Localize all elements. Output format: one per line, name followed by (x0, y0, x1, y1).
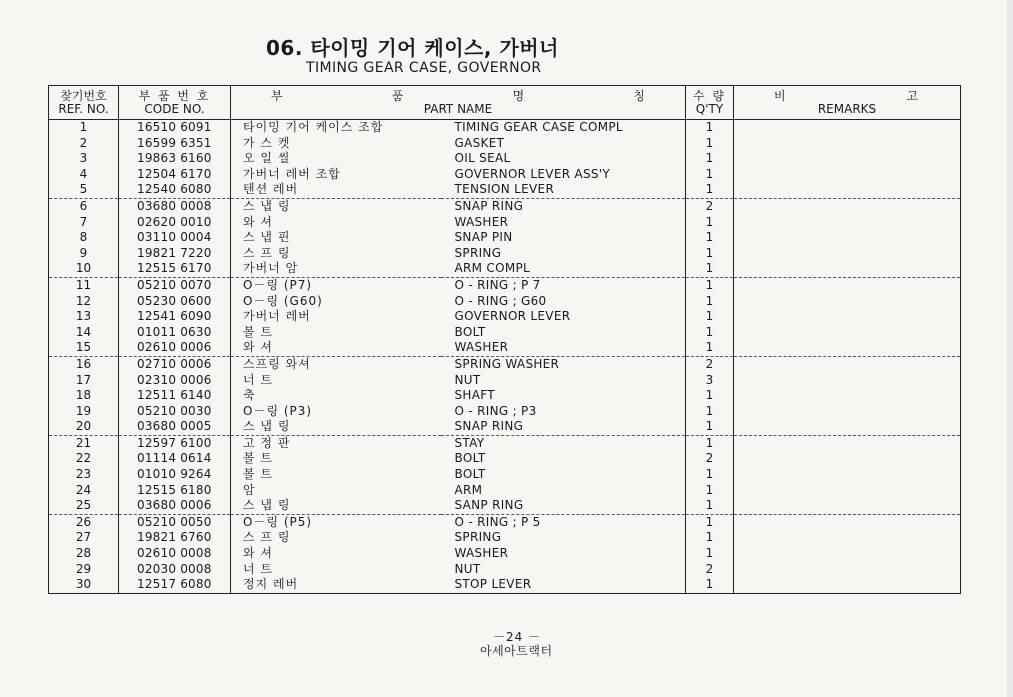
table-row (49, 340, 961, 356)
english-name-cell: BOLT (441, 467, 686, 483)
table-row (49, 577, 961, 593)
qty-cell: 1 (686, 530, 734, 546)
english-name-cell: SHAFT (441, 388, 686, 404)
remarks-cell (734, 167, 961, 183)
korean-name-cell: 스 프 링 (243, 245, 291, 260)
remarks-cell (734, 546, 961, 562)
code-cell: 03110 0004 (119, 230, 231, 246)
korean-name-cell: 너 트 (243, 561, 273, 576)
remarks-cell (734, 435, 961, 451)
english-name-cell: SPRING (441, 530, 686, 546)
korean-name-cell: 스 냅 링 (231, 498, 441, 514)
table-row (49, 309, 961, 325)
table-row (49, 514, 961, 530)
remarks-cell (734, 151, 961, 167)
header-qty-kr: 수 량 (693, 88, 726, 103)
table-row (49, 404, 961, 420)
korean-name-cell: O－링 (P3) (243, 403, 313, 418)
korean-name-cell: 정지 레버 (243, 577, 299, 592)
qty-cell: 1 (686, 514, 734, 530)
korean-name-cell: 스 냅 핀 (243, 230, 291, 245)
remarks-cell (734, 498, 961, 514)
ref-cell: 7 (49, 215, 119, 231)
remarks-cell (734, 373, 961, 389)
header-code-kr: 부 품 번 호 (138, 88, 211, 103)
qty-cell: 1 (686, 467, 734, 483)
ref-cell: 8 (49, 230, 119, 246)
ref-cell: 26 (49, 514, 119, 530)
korean-name-cell: 와 셔 (243, 214, 273, 229)
qty-cell: 1 (686, 483, 734, 499)
header-ref-en: REF. NO. (58, 101, 109, 116)
qty-cell: 1 (686, 246, 734, 262)
page-edge (1007, 0, 1013, 697)
qty-cell: 1 (686, 435, 734, 451)
qty-cell: 2 (686, 562, 734, 578)
table-row (49, 530, 961, 546)
ref-cell: 5 (49, 182, 119, 198)
ref-cell: 1 (49, 120, 119, 136)
ref-cell: 2 (49, 136, 119, 152)
code-cell: 02030 0008 (119, 562, 231, 578)
remarks-cell (734, 419, 961, 435)
english-name-cell: STAY (441, 435, 686, 451)
remarks-cell (734, 467, 961, 483)
english-name-cell: WASHER (441, 546, 686, 562)
korean-name-cell: 스 냅 링 (243, 198, 291, 213)
table-row (49, 546, 961, 562)
header-qty (686, 86, 734, 120)
korean-name-cell: O－링 (P5) (243, 514, 313, 529)
code-cell: 12504 6170 (119, 167, 231, 183)
english-name-cell: BOLT (441, 451, 686, 467)
code-cell: 02710 0006 (119, 356, 231, 372)
korean-name-cell: 텐션 레버 (231, 182, 441, 198)
english-name-cell: GOVERNOR LEVER ASS'Y (441, 167, 686, 183)
table-row (49, 325, 961, 341)
table-row (49, 182, 961, 198)
code-cell: 16599 6351 (119, 136, 231, 152)
header-remarks-en: REMARKS (817, 101, 877, 116)
ref-cell: 14 (49, 325, 119, 341)
remarks-cell (734, 483, 961, 499)
qty-cell: 1 (686, 388, 734, 404)
remarks-cell (734, 530, 961, 546)
company-name: 아세아트랙터 (480, 644, 553, 658)
qty-cell: 2 (686, 198, 734, 214)
korean-name-cell: 볼 트 (243, 324, 273, 339)
korean-name-cell: 와 셔 (231, 340, 441, 356)
table-row (49, 215, 961, 231)
code-cell: 02620 0010 (119, 215, 231, 231)
korean-name-cell: 암 (243, 482, 256, 497)
code-cell: 12597 6100 (119, 435, 231, 451)
korean-name-cell: 가 스 켓 (243, 135, 291, 150)
qty-cell: 1 (686, 182, 734, 198)
qty-cell: 1 (686, 120, 734, 136)
ref-cell: 29 (49, 562, 119, 578)
header-part-name-kr-3: 명 (512, 88, 525, 103)
korean-name-cell: 오 일 씰 (243, 151, 291, 166)
ref-cell: 9 (49, 246, 119, 262)
ref-cell: 17 (49, 373, 119, 389)
ref-cell: 28 (49, 546, 119, 562)
code-cell: 02610 0008 (119, 546, 231, 562)
remarks-cell (734, 309, 961, 325)
english-name-cell: O - RING ; G60 (441, 294, 686, 310)
qty-cell: 1 (686, 151, 734, 167)
english-name-cell: O - RING ; P 5 (441, 514, 686, 530)
title-english: TIMING GEAR CASE, GOVERNOR (306, 60, 542, 76)
qty-cell: 1 (686, 261, 734, 277)
ref-cell: 27 (49, 530, 119, 546)
english-name-cell: SNAP RING (441, 419, 686, 435)
code-cell: 12540 6080 (119, 182, 231, 198)
remarks-cell (734, 215, 961, 231)
english-name-cell: GASKET (441, 136, 686, 152)
korean-name-cell: 스 냅 링 (231, 419, 441, 435)
korean-name-cell: O－링 (P7) (243, 277, 313, 292)
header-remarks-kr-2: 고 (906, 88, 920, 103)
korean-name-cell: 가버너 암 (231, 261, 441, 277)
header-ref-kr: 찾기번호 (60, 88, 107, 103)
korean-name-cell: 가버너 레버 조합 (243, 166, 341, 181)
table-row (49, 167, 961, 183)
header-qty-en: Q'TY (695, 101, 724, 116)
code-cell: 12515 6180 (119, 483, 231, 499)
qty-cell: 1 (686, 340, 734, 356)
english-name-cell: ARM COMPL (441, 261, 686, 277)
english-name-cell: SANP RING (441, 498, 686, 514)
table-row (49, 136, 961, 152)
qty-cell: 1 (686, 546, 734, 562)
remarks-cell (734, 577, 961, 593)
table-row (49, 294, 961, 310)
qty-cell: 1 (686, 136, 734, 152)
code-cell: 03680 0005 (119, 419, 231, 435)
remarks-cell (734, 198, 961, 214)
code-cell: 19821 6760 (119, 530, 231, 546)
remarks-cell (734, 325, 961, 341)
english-name-cell: OIL SEAL (441, 151, 686, 167)
table-row (49, 120, 961, 136)
title-korean: 06. 타이밍 기어 케이스, 가버너 (266, 36, 559, 60)
ref-cell: 25 (49, 498, 119, 514)
english-name-cell: O - RING ; P3 (441, 404, 686, 420)
table-row (49, 246, 961, 262)
english-name-cell: O - RING ; P 7 (441, 277, 686, 293)
korean-name-cell: 스프링 와셔 (243, 356, 311, 371)
header-part-name-kr (231, 90, 685, 103)
table-row (49, 483, 961, 499)
code-cell: 01010 9264 (119, 467, 231, 483)
remarks-cell (734, 182, 961, 198)
code-cell: 05210 0070 (119, 277, 231, 293)
qty-cell: 1 (686, 167, 734, 183)
ref-cell: 6 (49, 198, 119, 214)
korean-name-cell: 축 (243, 388, 256, 403)
table-row (49, 388, 961, 404)
code-cell: 05210 0050 (119, 514, 231, 530)
code-cell: 01011 0630 (119, 325, 231, 341)
remarks-cell (734, 356, 961, 372)
ref-cell: 24 (49, 483, 119, 499)
header-remarks-kr (734, 90, 960, 103)
qty-cell: 1 (686, 577, 734, 593)
english-name-cell: STOP LEVER (441, 577, 686, 593)
ref-cell: 12 (49, 294, 119, 310)
remarks-cell (734, 451, 961, 467)
english-name-cell: NUT (441, 562, 686, 578)
remarks-cell (734, 120, 961, 136)
remarks-cell (734, 388, 961, 404)
ref-cell: 11 (49, 277, 119, 293)
english-name-cell: SNAP PIN (441, 230, 686, 246)
ref-cell: 22 (49, 451, 119, 467)
korean-name-cell: 너 트 (243, 372, 273, 387)
english-name-cell: SPRING WASHER (441, 356, 686, 372)
parts-table (48, 85, 961, 594)
header-code (119, 86, 231, 120)
english-name-cell: WASHER (441, 340, 686, 356)
ref-cell: 30 (49, 577, 119, 593)
code-cell: 12541 6090 (119, 309, 231, 325)
header-row (49, 86, 961, 120)
ref-cell: 18 (49, 388, 119, 404)
header-ref (49, 86, 119, 120)
header-part-name-kr-1: 부 (271, 88, 283, 103)
table-row (49, 151, 961, 167)
remarks-cell (734, 294, 961, 310)
ref-cell: 16 (49, 356, 119, 372)
english-name-cell: ARM (441, 483, 686, 499)
code-cell: 05230 0600 (119, 294, 231, 310)
ref-cell: 19 (49, 404, 119, 420)
korean-name-cell: 볼 트 (243, 451, 273, 466)
header-part-name-en: PART NAME (423, 101, 493, 116)
table-row (49, 419, 961, 435)
code-cell: 01114 0614 (119, 451, 231, 467)
korean-name-cell: 스 프 링 (243, 530, 291, 545)
ref-cell: 4 (49, 167, 119, 183)
qty-cell: 3 (686, 373, 734, 389)
english-name-cell: GOVERNOR LEVER (441, 309, 686, 325)
remarks-cell (734, 340, 961, 356)
header-part-name-kr-4: 칭 (633, 88, 645, 103)
code-cell: 19821 7220 (119, 246, 231, 262)
korean-name-cell: 볼 트 (243, 467, 273, 482)
ref-cell: 3 (49, 151, 119, 167)
qty-cell: 1 (686, 419, 734, 435)
ref-cell: 15 (49, 340, 119, 356)
page-number: －24 － (493, 630, 542, 644)
code-cell: 05210 0030 (119, 404, 231, 420)
remarks-cell (734, 514, 961, 530)
korean-name-cell: 가버너 레버 (243, 309, 311, 324)
qty-cell: 1 (686, 404, 734, 420)
english-name-cell: TIMING GEAR CASE COMPL (441, 120, 686, 136)
code-cell: 12515 6170 (119, 261, 231, 277)
qty-cell: 1 (686, 309, 734, 325)
table-row (49, 230, 961, 246)
code-cell: 03680 0006 (119, 498, 231, 514)
table-row (49, 198, 961, 214)
remarks-cell (734, 246, 961, 262)
remarks-cell (734, 230, 961, 246)
table-row (49, 562, 961, 578)
english-name-cell: SNAP RING (441, 198, 686, 214)
ref-cell: 20 (49, 419, 119, 435)
header-code-en: CODE NO. (144, 101, 205, 116)
ref-cell: 10 (49, 261, 119, 277)
header-remarks (734, 86, 961, 120)
qty-cell: 2 (686, 356, 734, 372)
korean-name-cell: O－링 (G60) (243, 293, 323, 308)
header-part-name-kr-2: 품 (391, 88, 404, 103)
ref-cell: 21 (49, 435, 119, 451)
qty-cell: 1 (686, 498, 734, 514)
table-row (49, 373, 961, 389)
table-row (49, 451, 961, 467)
table-row (49, 356, 961, 372)
table-row (49, 261, 961, 277)
parts-table-body (49, 120, 961, 594)
remarks-cell (734, 277, 961, 293)
remarks-cell (734, 136, 961, 152)
ref-cell: 23 (49, 467, 119, 483)
table-row (49, 435, 961, 451)
qty-cell: 1 (686, 230, 734, 246)
qty-cell: 2 (686, 451, 734, 467)
qty-cell: 1 (686, 294, 734, 310)
remarks-cell (734, 404, 961, 420)
code-cell: 02310 0006 (119, 373, 231, 389)
code-cell: 03680 0008 (119, 198, 231, 214)
header-remarks-kr-1: 비 (774, 88, 788, 103)
english-name-cell: SPRING (441, 246, 686, 262)
qty-cell: 1 (686, 277, 734, 293)
english-name-cell: TENSION LEVER (441, 182, 686, 198)
code-cell: 12517 6080 (119, 577, 231, 593)
english-name-cell: WASHER (441, 215, 686, 231)
code-cell: 19863 6160 (119, 151, 231, 167)
qty-cell: 1 (686, 325, 734, 341)
code-cell: 16510 6091 (119, 120, 231, 136)
table-row (49, 277, 961, 293)
qty-cell: 1 (686, 215, 734, 231)
korean-name-cell: 타이밍 기어 케이스 조합 (243, 120, 384, 134)
table-row (49, 467, 961, 483)
code-cell: 02610 0006 (119, 340, 231, 356)
header-part-name (231, 86, 686, 120)
remarks-cell (734, 562, 961, 578)
code-cell: 12511 6140 (119, 388, 231, 404)
korean-name-cell: 와 셔 (243, 546, 273, 561)
ref-cell: 13 (49, 309, 119, 325)
english-name-cell: NUT (441, 373, 686, 389)
remarks-cell (734, 261, 961, 277)
english-name-cell: BOLT (441, 325, 686, 341)
korean-name-cell: 고 정 판 (243, 435, 291, 450)
table-row (49, 498, 961, 514)
